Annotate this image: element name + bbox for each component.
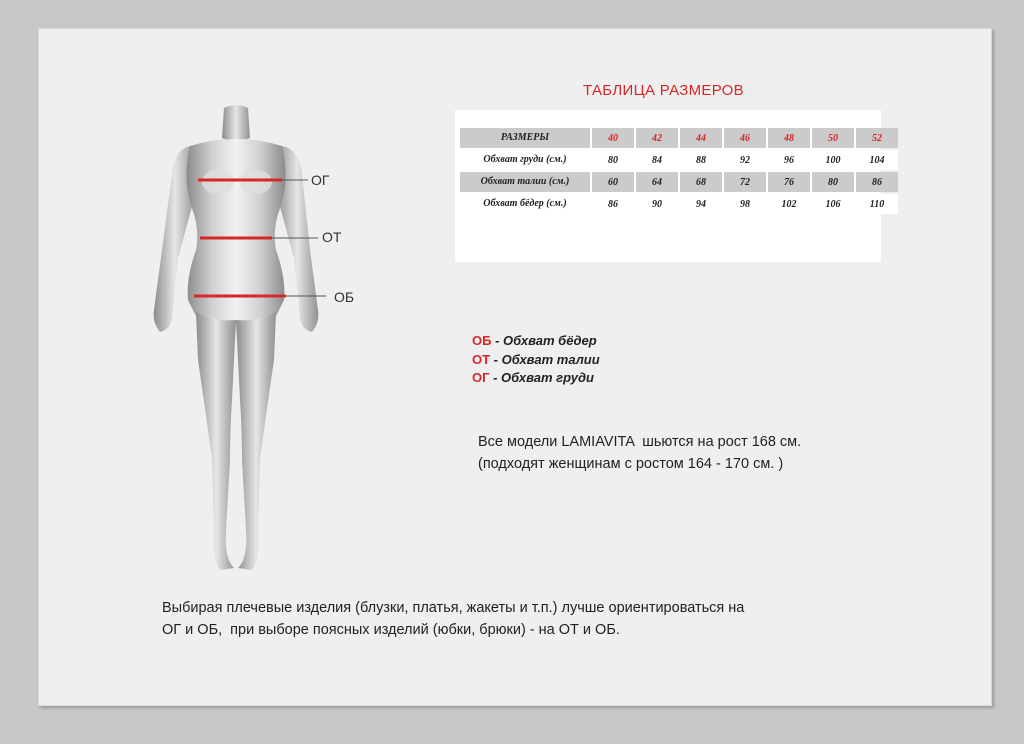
value-cell: 110 [856, 194, 898, 214]
advice-line2: ОГ и ОБ, при выборе поясных изделий (юбки, брюки) - на ОТ и ОБ. [162, 622, 620, 638]
value-cell: 94 [680, 194, 722, 214]
value-cell: 72 [724, 172, 766, 192]
value-cell: 60 [592, 172, 634, 192]
og-label: ОГ [311, 172, 330, 188]
value-cell: 100 [812, 150, 854, 170]
row-label: Обхват талии (см.) [460, 172, 590, 192]
size-table [458, 126, 900, 216]
size-cell: 40 [592, 128, 634, 148]
size-cell: 52 [856, 128, 898, 148]
value-cell: 106 [812, 194, 854, 214]
height-note-line2: (подходят женщинам с ростом 164 - 170 см. ) [478, 456, 784, 472]
table-title: ТАБЛИЦА РАЗМЕРОВ [583, 82, 744, 99]
row-label: Обхват бёдер (см.) [460, 194, 590, 214]
value-cell: 76 [768, 172, 810, 192]
value-cell: 98 [724, 194, 766, 214]
ot-label: ОТ [322, 229, 342, 245]
mannequin-figure [140, 100, 370, 580]
legend [472, 332, 600, 388]
table-row-chest [460, 150, 898, 170]
legend-desc: - Обхват талии [490, 351, 600, 367]
height-note-line1: Все модели LAMIAVITA шьются на рост 168 см. [478, 434, 802, 450]
value-cell: 64 [636, 172, 678, 192]
value-cell: 104 [856, 150, 898, 170]
value-cell: 90 [636, 194, 678, 214]
size-cell: 50 [812, 128, 854, 148]
legend-desc: - Обхват бёдер [491, 333, 597, 348]
value-cell: 92 [724, 150, 766, 170]
advice-text [162, 597, 744, 641]
legend-item-chest [472, 369, 600, 388]
table-header-row [460, 128, 898, 148]
size-cell: 48 [768, 128, 810, 148]
header-label: РАЗМЕРЫ [460, 128, 590, 148]
height-note [478, 431, 801, 475]
value-cell: 80 [812, 172, 854, 192]
value-cell: 102 [768, 194, 810, 214]
table-row-waist [460, 172, 898, 192]
value-cell: 86 [592, 194, 634, 214]
legend-abbr: ОБ [472, 333, 492, 348]
size-cell: 44 [680, 128, 722, 148]
value-cell: 96 [768, 150, 810, 170]
legend-desc: - Обхват груди [489, 370, 594, 385]
legend-item-hips [472, 332, 600, 351]
value-cell: 86 [856, 172, 898, 192]
legend-item-waist [472, 351, 600, 370]
value-cell: 88 [680, 150, 722, 170]
size-cell: 42 [636, 128, 678, 148]
row-label: Обхват груди (см.) [460, 150, 590, 170]
size-cell: 46 [724, 128, 766, 148]
table-row-hips [460, 194, 898, 214]
ob-label: ОБ [334, 289, 355, 305]
advice-line1: Выбирая плечевые изделия (блузки, платья, жакеты и т.п.) лучше ориентироваться на [162, 600, 745, 616]
value-cell: 80 [592, 150, 634, 170]
value-cell: 84 [636, 150, 678, 170]
legend-abbr: ОТ [472, 351, 491, 367]
legend-abbr: ОГ [472, 370, 490, 385]
value-cell: 68 [680, 172, 722, 192]
